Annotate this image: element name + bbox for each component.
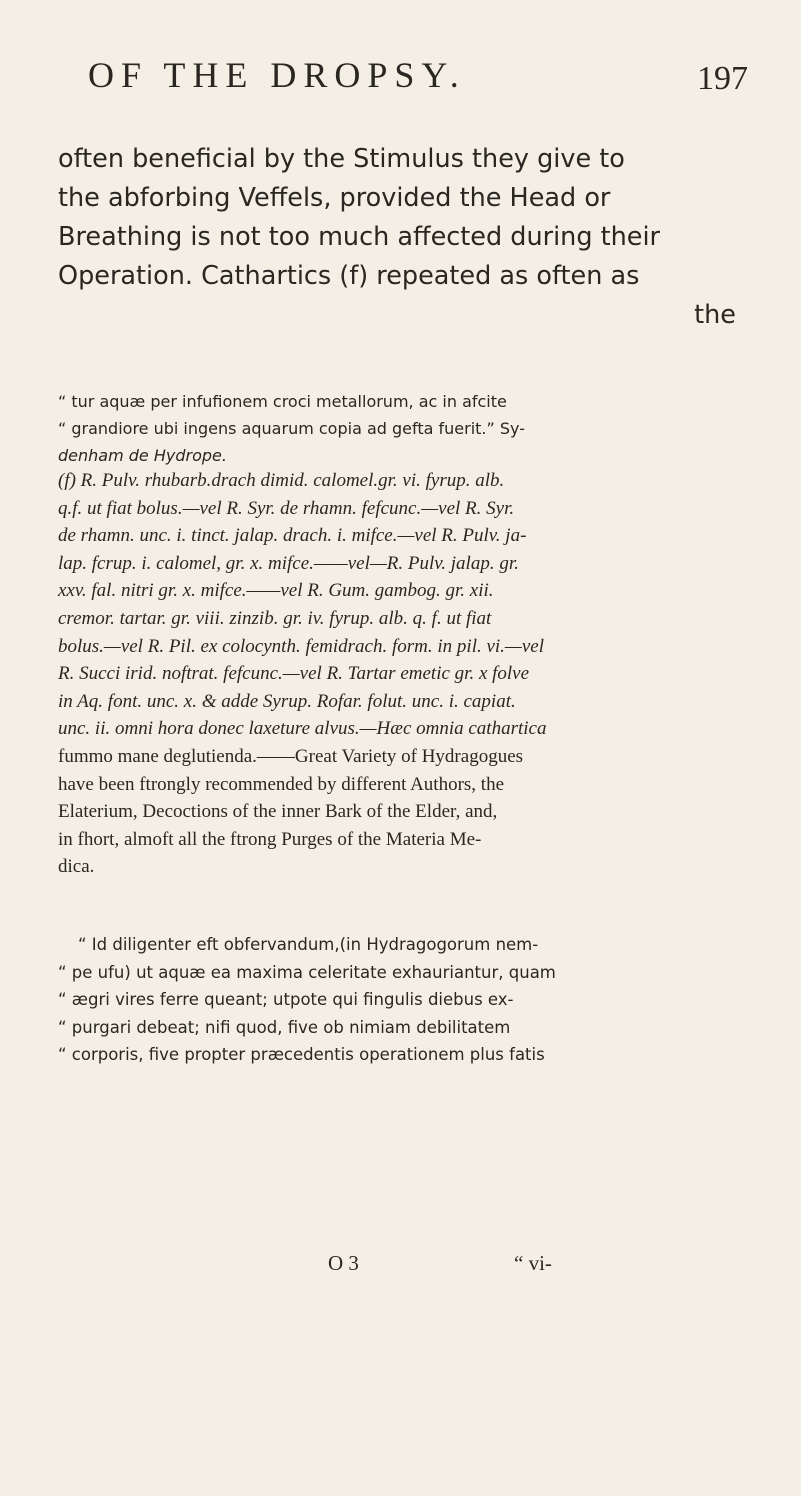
- page-header: [88, 54, 748, 114]
- text-line: the: [694, 300, 736, 330]
- footnote-prescriptions: [58, 467, 758, 881]
- text-line: Operation. Cathartics (f) repeated as often as: [58, 261, 640, 291]
- footnote-line: lap. fcrup. i. calomel, gr. x. mifce.——vel—R. Pulv. jalap. gr.: [58, 552, 519, 574]
- page-footer: [328, 1251, 748, 1285]
- footnote-line: have been ftrongly recommended by different Authors, the: [58, 773, 505, 795]
- latin-line: “ ægri vires ferre queant; utpote qui fingulis diebus ex-: [58, 990, 514, 1009]
- footnote-line: xxv. fal. nitri gr. x. mifce.——vel R. Gum. gambog. gr. xii.: [58, 580, 494, 602]
- footnote-line: R. Succi irid. noftrat. fefcunc.—vel R. Tartar emetic gr. x folve: [58, 663, 530, 685]
- footnote-line: bolus.—vel R. Pil. ex colocynth. femidrach. form. in pil. vi.—vel: [58, 635, 544, 657]
- running-title: OF THE DROPSY.: [88, 55, 466, 95]
- footnote-line: unc. ii. omni hora donec laxeture alvus.—Hæc omnia cathartica: [58, 718, 547, 740]
- footnote-line: Elaterium, Decoctions of the inner Bark of the Elder, and,: [58, 801, 498, 823]
- footnote-line: in fhort, almoft all the ftrong Purges of the Materia Me-: [58, 828, 482, 850]
- latin-line: “ purgari debeat; nifi quod, five ob nimiam debilitatem: [58, 1017, 511, 1037]
- quote-line: “ grandiore ubi ingens aquarum copia ad gefta fuerit.” Sy-: [58, 419, 526, 438]
- text-line: Breathing is not too much affected during their: [58, 222, 661, 252]
- quote-citation: denham de Hydrope.: [58, 446, 227, 465]
- footnote-line: fummo mane deglutienda.——Great Variety of Hydragogues: [58, 745, 524, 767]
- main-paragraph: [58, 140, 758, 335]
- page-number: 197: [697, 60, 748, 97]
- quote-line: “ tur aquæ per infufionem croci metallorum, ac in afcite: [58, 392, 507, 411]
- text-line: often beneficial by the Stimulus they give to: [58, 144, 625, 174]
- latin-line: “ pe ufu) ut aquæ ea maxima celeritate exhauriantur, quam: [58, 962, 556, 982]
- latin-line: “ corporis, five propter præcedentis operationem plus fatis: [58, 1045, 545, 1064]
- footnote-line: dica.: [58, 856, 95, 878]
- sydenham-quote: [58, 388, 758, 469]
- latin-line: “ Id diligenter eft obfervandum,(in Hydragogorum nem-: [78, 935, 539, 954]
- footnote-line: q.f. ut fiat bolus.—vel R. Syr. de rhamn. fefcunc.—vel R. Syr.: [58, 497, 515, 519]
- footnote-line: de rhamn. unc. i. tinct. jalap. drach. i. mifce.—vel R. Pulv. ja-: [58, 525, 527, 547]
- signature-mark: O 3: [328, 1251, 359, 1275]
- footnote-line: cremor. tartar. gr. viii. zinzib. gr. iv. fyrup. alb. q. f. ut fiat: [58, 607, 492, 629]
- footnote-line: (f) R. Pulv. rhubarb.drach dimid. calomel.gr. vi. fyrup. alb.: [58, 470, 505, 491]
- text-line: the abforbing Veffels, provided the Head or: [58, 183, 611, 213]
- footnote-line: in Aq. font. unc. x. & adde Syrup. Rofar. folut. unc. i. capiat.: [58, 690, 516, 712]
- catchword: “ vi-: [514, 1251, 552, 1275]
- latin-quote: [58, 931, 758, 1069]
